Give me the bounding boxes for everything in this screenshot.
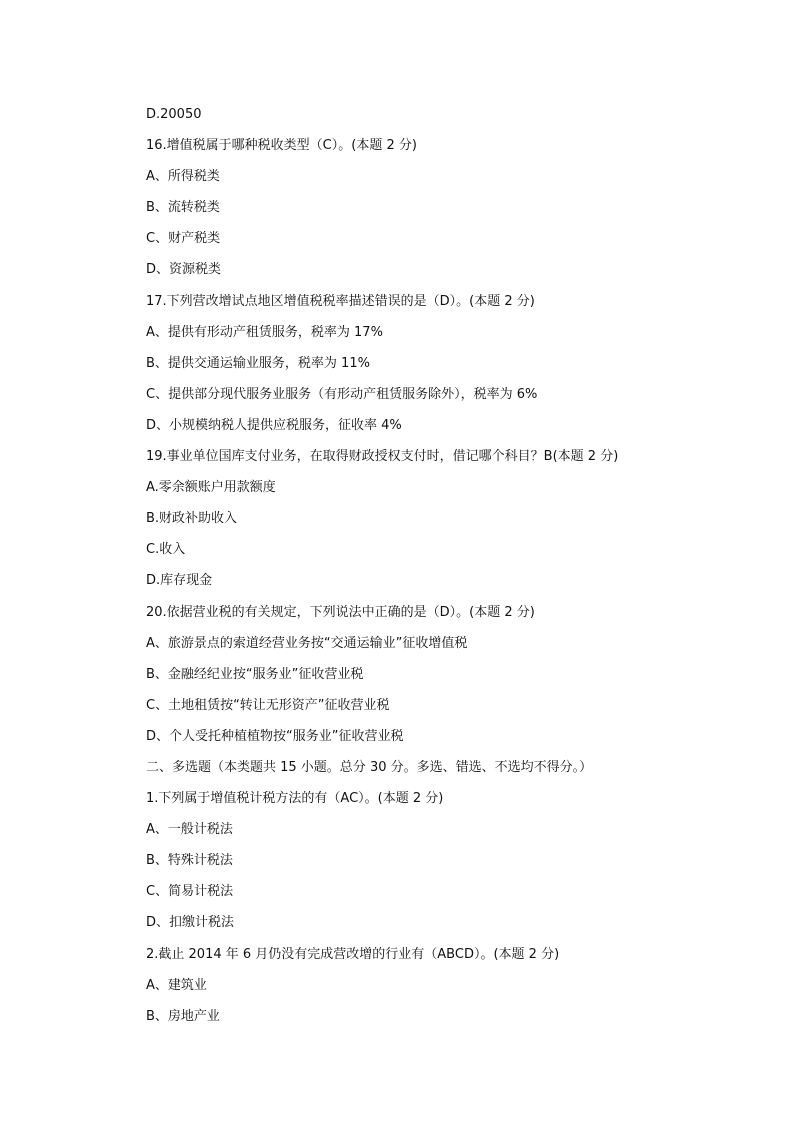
option-line: B、流转税类	[146, 200, 220, 216]
option-line: D.20050	[146, 107, 202, 122]
option-line: A、提供有形动产租赁服务，税率为 17%	[146, 324, 383, 340]
option-line: C、土地租赁按“转让无形资产”征收营业税	[146, 697, 390, 713]
option-line: C、提供部分现代服务业服务（有形动产租赁服务除外），税率为 6%	[146, 386, 538, 402]
option-line: B、金融经纪业按“服务业”征收营业税	[146, 666, 364, 682]
option-line: D、资源税类	[146, 262, 222, 278]
option-line: B、房地产业	[146, 1008, 220, 1024]
option-line: B.财政补助收入	[146, 511, 238, 527]
option-line: A、所得税类	[146, 169, 220, 185]
option-line: B、特殊计税法	[146, 853, 233, 869]
question-2: 2.截止 2014 年 6 月仍没有完成营改增的行业有（ABCD）。(本题 2 分)	[146, 946, 560, 962]
option-line: B、提供交通运输业服务，税率为 11%	[146, 355, 370, 371]
option-line: A、一般计税法	[146, 822, 233, 838]
option-line: C、财产税类	[146, 231, 221, 247]
option-line: D、个人受托种植植物按“服务业”征收营业税	[146, 728, 404, 744]
option-line: D、扣缴计税法	[146, 915, 235, 931]
option-line: D.库存现金	[146, 573, 213, 589]
document-text	[146, 103, 746, 1036]
option-line: A、建筑业	[146, 977, 207, 993]
question-19: 19.事业单位国库支付业务，在取得财政授权支付时，借记哪个科目？B(本题 2 分)	[146, 449, 619, 465]
option-line: A、旅游景点的索道经营业务按“交通运输业”征收增值税	[146, 635, 468, 651]
option-line: C、简易计税法	[146, 884, 234, 900]
option-line: D、小规模纳税人提供应税服务，征收率 4%	[146, 417, 402, 433]
option-line: A.零余额账户用款额度	[146, 480, 276, 496]
question-16: 16.增值税属于哪种税收类型（C）。(本题 2 分)	[146, 138, 417, 154]
option-line: C.收入	[146, 542, 186, 558]
section-heading: 二、多选题（本类题共 15 小题。总分 30 分。多选、错选、不选均不得分。）	[146, 759, 593, 775]
question-17: 17.下列营改增试点地区增值税税率描述错误的是（D）。(本题 2 分)	[146, 293, 535, 309]
question-1: 1.下列属于增值税计税方法的有（AC）。(本题 2 分)	[146, 791, 444, 807]
question-20: 20.依据营业税的有关规定，下列说法中正确的是（D）。(本题 2 分)	[146, 604, 535, 620]
